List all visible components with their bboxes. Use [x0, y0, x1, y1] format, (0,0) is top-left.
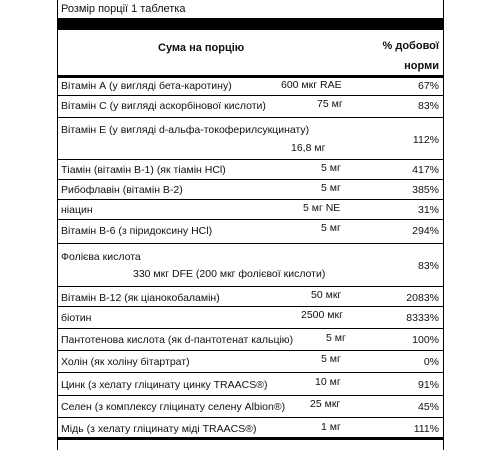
nutrient-amount: 5 мг — [326, 332, 346, 344]
nutrient-name: ніацин — [61, 204, 93, 216]
nutrient-name: Вітамін B-12 (як ціанокобаламін) — [61, 292, 220, 304]
nutrient-amount: 5 мг — [321, 162, 341, 174]
amount-per-serving-header: Сума на порцію — [158, 42, 245, 54]
nutrient-percent: 100% — [412, 334, 439, 346]
nutrient-percent: 91% — [417, 379, 439, 391]
nutrient-percent: 294% — [412, 225, 439, 237]
nutrient-percent: 83% — [417, 260, 439, 272]
nutrient-amount: 10 мг — [315, 376, 341, 388]
daily-value-header — [383, 36, 439, 76]
nutrient-row — [58, 96, 443, 118]
nutrient-row — [58, 180, 443, 200]
nutrient-name: Мідь (з хелату гліцинату міді TRAACS®) — [61, 423, 257, 435]
nutrient-amount: 330 мкг DFE (200 мкг фолієвої кислоти) — [133, 268, 326, 280]
nutrient-name: Рибофлавін (вітамін В-2) — [61, 184, 183, 196]
nutrient-row — [58, 244, 443, 287]
nutrient-name: Цинк (з хелату гліцинату цинку TRAACS®) — [61, 379, 268, 391]
serving-size: Розмір порції 1 таблетка — [61, 3, 186, 15]
nutrient-row — [58, 160, 443, 180]
nutrient-percent: 112% — [412, 134, 439, 146]
nutrient-percent: 8333% — [406, 312, 439, 324]
nutrient-row — [58, 220, 443, 244]
nutrient-name: Холін (як холіну бітартрат) — [61, 356, 190, 368]
nutrient-name: Вітамін B-6 (з піридоксину HCl) — [61, 225, 213, 237]
nutrient-percent: 0% — [423, 356, 439, 368]
nutrient-percent: 417% — [412, 164, 439, 176]
nutrient-amount: 5 мг — [321, 182, 341, 194]
nutrient-row — [58, 351, 443, 373]
nutrient-row — [58, 287, 443, 307]
nutrient-percent: 67% — [417, 80, 439, 92]
nutrient-percent: 111% — [413, 423, 439, 435]
nutrient-percent: 45% — [417, 401, 439, 413]
nutrient-row — [58, 200, 443, 220]
nutrient-amount: 25 мкг — [310, 398, 341, 410]
nutrient-amount: 1 мг — [321, 421, 341, 433]
daily-value-header-line1: % добової — [382, 40, 439, 52]
nutrient-amount: 75 мг — [317, 98, 343, 110]
nutrient-amount: 5 мг NE — [303, 202, 341, 214]
nutrient-name: Пантотенова кислота (як d-пантотенат кальцію) — [61, 334, 294, 346]
nutrient-name: Тіамін (вітамін B-1) (як тіамін HCl) — [61, 164, 226, 176]
nutrient-name: Фолієва кислота — [61, 251, 141, 263]
nutrient-name: біотин — [61, 312, 92, 324]
nutrient-amount: 2500 мкг — [301, 309, 343, 321]
nutrient-amount: 5 мг — [321, 353, 341, 365]
nutrient-row — [58, 373, 443, 396]
nutrient-name: Вітамін А (у вигляді бета-каротину) — [61, 80, 232, 92]
nutrient-name: Селен (з комплексу гліцинату селену Albion®) — [61, 401, 286, 413]
nutrient-name: Вітамін C (у вигляді аскорбінової кислоти) — [61, 100, 266, 112]
nutrient-row — [58, 329, 443, 351]
nutrient-row — [58, 396, 443, 418]
nutrient-row — [58, 118, 443, 160]
nutrient-amount: 5 мг — [321, 222, 341, 234]
nutrient-row — [58, 418, 443, 440]
nutrient-percent: 2083% — [406, 292, 439, 304]
nutrient-name: Вітамін Е (у вигляді d-альфа-токоферилсукцинату) — [61, 124, 310, 136]
nutrient-amount: 16,8 мг — [291, 142, 326, 154]
nutrient-amount: 50 мкг — [311, 289, 342, 301]
supplement-facts-panel — [57, 0, 444, 450]
thick-divider — [58, 18, 443, 30]
nutrient-percent: 385% — [412, 184, 439, 196]
nutrient-row — [58, 307, 443, 329]
nutrient-percent: 31% — [417, 204, 439, 216]
daily-value-header-line2: норми — [404, 60, 439, 72]
nutrient-percent: 83% — [417, 100, 439, 112]
nutrient-row — [58, 78, 443, 96]
nutrient-amount: 600 мкг RAE — [281, 79, 342, 91]
